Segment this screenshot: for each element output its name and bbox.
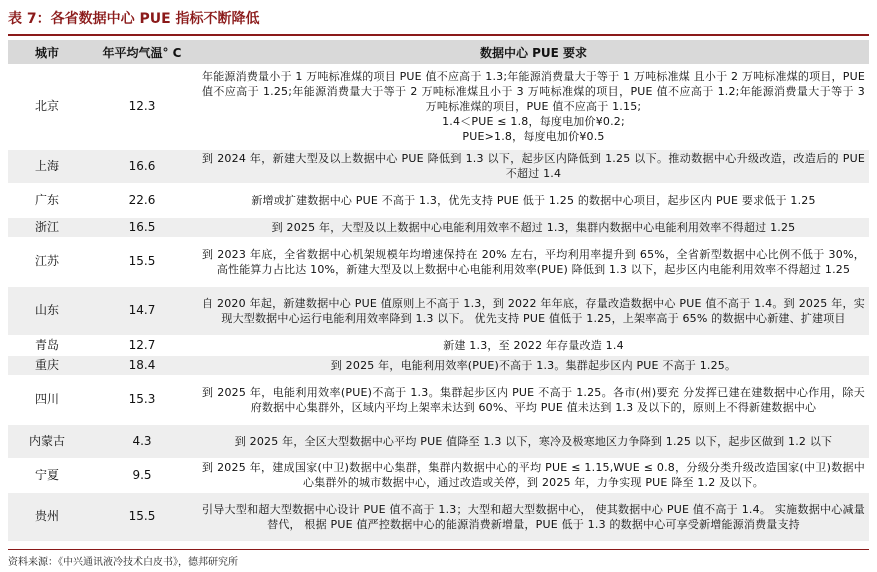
table-header-row bbox=[8, 40, 869, 64]
temperature-cell: 4.3 bbox=[86, 424, 198, 458]
requirement-cell: 引导大型和超大型数据中心设计 PUE 值不高于 1.3；大型和超大型数据中心， 使其数据中心 PUE 值不高于 1.4。 实施数据中心减量替代， 根据 PUE 值严控数据中心的能源消费新增量，PUE 低于 1.3 的数据中心可享受新增能源消费量支持 bbox=[198, 492, 869, 541]
requirement-cell: 新增或扩建数据中心 PUE 不高于 1.3，优先支持 PUE 低于 1.25 的数据中心项目，起步区内 PUE 要求低于 1.25 bbox=[198, 183, 869, 217]
table-row bbox=[8, 355, 869, 375]
requirement-cell: 自 2020 年起，新建数据中心 PUE 值原则上不高于 1.3，到 2022 年年底，存量改造数据中心 PUE 值不高于 1.4。到 2025 年，实现大型数据中心运行电能利用效率降到 1.3 以下。 优先支持 PUE 值低于 1.25，上架率高于 65% 的数据中心新建、扩建项目 bbox=[198, 286, 869, 335]
temperature-cell: 16.6 bbox=[86, 149, 198, 183]
temperature-cell: 18.4 bbox=[86, 355, 198, 375]
table-row bbox=[8, 375, 869, 424]
city-cell: 广东 bbox=[8, 183, 86, 217]
header-city: 城市 bbox=[8, 40, 86, 64]
header-pue-requirement: 数据中心 PUE 要求 bbox=[198, 40, 869, 64]
temperature-cell: 14.7 bbox=[86, 286, 198, 335]
table-row bbox=[8, 217, 869, 237]
temperature-cell: 15.5 bbox=[86, 237, 198, 286]
requirement-extra-line: 1.4＜PUE ≤ 1.8，每度电加价¥0.2; bbox=[442, 114, 625, 128]
temperature-cell: 15.3 bbox=[86, 375, 198, 424]
title-divider bbox=[8, 34, 869, 36]
temperature-cell: 15.5 bbox=[86, 492, 198, 541]
footer-divider bbox=[8, 549, 869, 550]
requirement-cell: 新建 1.3，至 2022 年存量改造 1.4 bbox=[198, 335, 869, 355]
city-cell: 重庆 bbox=[8, 355, 86, 375]
city-cell: 浙江 bbox=[8, 217, 86, 237]
requirement-cell: 到 2025 年，电能利用效率(PUE)不高于 1.3。集群起步区内 PUE 不高于 1.25。各市(州)要充 分发挥已建在建数据中心作用，除天府数据中心集群外，区域内平均上架率未达到 60%、平均 PUE 值未达到 1.3 及以下的，原则上不得新建数据中心 bbox=[198, 375, 869, 424]
temperature-cell: 9.5 bbox=[86, 458, 198, 492]
header-temperature: 年平均气温° C bbox=[86, 40, 198, 64]
pue-table bbox=[8, 40, 869, 542]
temperature-cell: 12.3 bbox=[86, 64, 198, 149]
requirement-cell: 到 2023 年底，全省数据中心机架规模年均增速保持在 20% 左右，平均利用率提升到 65%，全省新型数据中心比例不低于 30%，高性能算力占比达 10%，新建大型及以上数据中心电能利用效率(PUE) 降低到 1.3 以下，起步区内电能利用效率不得超过 1.25 bbox=[198, 237, 869, 286]
city-cell: 贵州 bbox=[8, 492, 86, 541]
city-cell: 青岛 bbox=[8, 335, 86, 355]
table-row bbox=[8, 237, 869, 286]
table-row bbox=[8, 458, 869, 492]
table-title: 表 7：各省数据中心 PUE 指标不断降低 bbox=[8, 11, 260, 27]
requirement-text: 年能源消费量小于 1 万吨标准煤的项目 PUE 值不应高于 1.3;年能源消费量大于等于 1 万吨标准煤 且小于 2 万吨标准煤的项目，PUE 值不应高于 1.25;年能源消费量大于等于 2 万吨标准煤且小于 3 万吨标准煤的项目，PUE 值不应高于 1.2;年能源消费量大于等于 3 万吨标准煤的项目，PUE 值不应高于 1.15; bbox=[202, 69, 865, 113]
table-row bbox=[8, 424, 869, 458]
requirement-cell: 到 2025 年，电能利用效率(PUE)不高于 1.3。集群起步区内 PUE 不高于 1.25。 bbox=[198, 355, 869, 375]
city-cell: 上海 bbox=[8, 149, 86, 183]
city-cell: 北京 bbox=[8, 64, 86, 149]
city-cell: 四川 bbox=[8, 375, 86, 424]
city-cell: 江苏 bbox=[8, 237, 86, 286]
city-cell: 山东 bbox=[8, 286, 86, 335]
table-row bbox=[8, 492, 869, 541]
requirement-cell: 到 2025 年，大型及以上数据中心电能利用效率不超过 1.3，集群内数据中心电能利用效率不得超过 1.25 bbox=[198, 217, 869, 237]
table-row bbox=[8, 335, 869, 355]
source-note: 资料来源：《中兴通讯液冷技术白皮书》，德邦研究所 bbox=[8, 557, 238, 568]
requirement-cell: 到 2025 年，建成国家(中卫)数据中心集群，集群内数据中心的平均 PUE ≤ 1.15,WUE ≤ 0.8，分级分类升级改造国家(中卫)数据中心集群外的城市数据中心，通过改造或关停，到 2025 年，力争实现 PUE 降至 1.2 及以下。 bbox=[198, 458, 869, 492]
city-cell: 内蒙古 bbox=[8, 424, 86, 458]
table-row bbox=[8, 64, 869, 149]
temperature-cell: 16.5 bbox=[86, 217, 198, 237]
temperature-cell: 12.7 bbox=[86, 335, 198, 355]
table-row bbox=[8, 183, 869, 217]
temperature-cell: 22.6 bbox=[86, 183, 198, 217]
city-cell: 宁夏 bbox=[8, 458, 86, 492]
requirement-cell bbox=[198, 64, 869, 149]
requirement-extra-line: PUE>1.8，每度电加价¥0.5 bbox=[462, 129, 605, 143]
requirement-cell: 到 2025 年，全区大型数据中心平均 PUE 值降至 1.3 以下，寒冷及极寒地区力争降到 1.25 以下，起步区做到 1.2 以下 bbox=[198, 424, 869, 458]
requirement-cell: 到 2024 年，新建大型及以上数据中心 PUE 降低到 1.3 以下，起步区内降低到 1.25 以下。推动数据中心升级改造，改造后的 PUE 不超过 1.4 bbox=[198, 149, 869, 183]
table-row bbox=[8, 149, 869, 183]
table-row bbox=[8, 286, 869, 335]
